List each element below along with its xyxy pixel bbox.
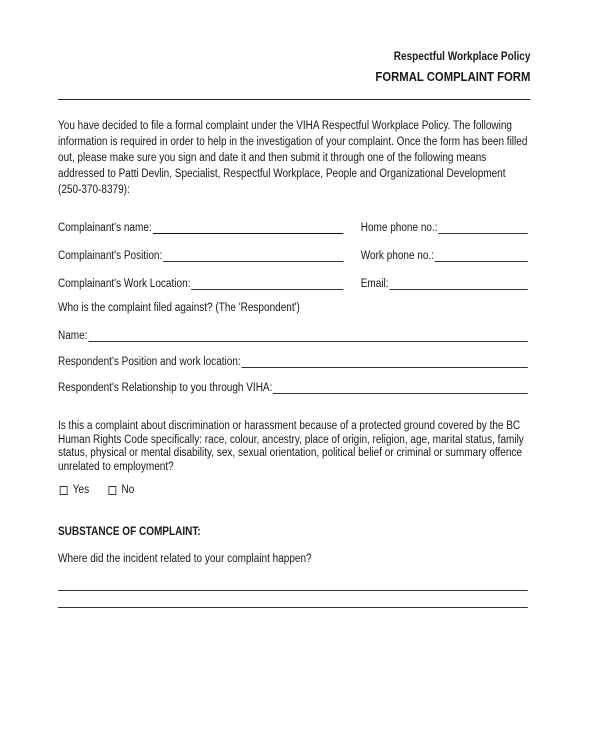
complainant-name-label: Complainant's name: — [58, 222, 152, 234]
intro-paragraph: You have decided to file a formal complaint under the VIHA Respectful Workplace Policy. The following information is required in order to help in the investigation of your complaint. Once the form has been filled out, please make sure you sign and date it and then submit it through one of the following means addressed to Patti Devlin, Specialist, Respectful Workplace, People and Organizational Development (250-370-8379): — [58, 120, 528, 196]
respondent-name-input[interactable] — [88, 330, 527, 342]
respondent-relationship-field[interactable] — [58, 380, 528, 394]
complainant-position-label: Complainant's Position: — [58, 250, 163, 262]
complainant-position-field[interactable] — [58, 248, 343, 262]
incident-answer-line-2[interactable] — [58, 607, 528, 608]
home-phone-input[interactable] — [438, 222, 527, 234]
respondent-position-field[interactable] — [58, 354, 528, 368]
complainant-name-field[interactable] — [58, 220, 343, 234]
no-label: No — [121, 484, 135, 496]
respondent-position-input[interactable] — [242, 356, 528, 368]
yes-label: Yes — [72, 484, 90, 496]
respondent-position-label: Respondent's Position and work location: — [58, 356, 241, 368]
respondent-relationship-input[interactable] — [273, 382, 528, 394]
email-input[interactable] — [389, 278, 527, 290]
work-location-field[interactable] — [58, 276, 343, 290]
complaint-form-page — [58, 0, 530, 730]
no-option[interactable] — [108, 484, 134, 496]
work-phone-input[interactable] — [435, 250, 528, 262]
home-phone-label: Home phone no.: — [360, 222, 438, 234]
email-field[interactable] — [361, 276, 528, 290]
work-location-input[interactable] — [191, 278, 343, 290]
email-label: Email: — [360, 278, 389, 290]
incident-answer-line-1[interactable] — [58, 590, 528, 591]
complainant-name-input[interactable] — [153, 222, 344, 234]
substance-heading: SUBSTANCE OF COMPLAINT: — [58, 526, 201, 538]
respondent-name-field[interactable] — [58, 328, 528, 342]
work-phone-label: Work phone no.: — [360, 250, 435, 262]
policy-name: Respectful Workplace Policy — [393, 51, 531, 63]
work-location-label: Complainant's Work Location: — [58, 278, 191, 290]
header-divider — [58, 99, 530, 100]
home-phone-field[interactable] — [361, 220, 528, 234]
human-rights-question: Is this a complaint about discrimination or harassment because of a protected ground covered by the BC Human Rights Code specifically: race, colour, ancestry, place of origin, religion, age, marital status, family status, physical or mental disability, sex, sexual orientation, political belief or criminal or summary offence unrelated to employment? — [58, 420, 524, 473]
respondent-name-label: Name: — [58, 330, 88, 342]
incident-location-question: Where did the incident related to your complaint happen? — [58, 553, 312, 565]
no-checkbox[interactable] — [108, 486, 116, 495]
respondent-relationship-label: Respondent's Relationship to you through VIHA: — [58, 382, 273, 394]
yes-option[interactable] — [60, 484, 89, 496]
form-title: FORMAL COMPLAINT FORM — [375, 69, 531, 84]
respondent-question: Who is the complaint filed against? (The 'Respondent') — [58, 302, 300, 314]
work-phone-field[interactable] — [361, 248, 528, 262]
complainant-position-input[interactable] — [163, 250, 343, 262]
yes-checkbox[interactable] — [60, 486, 68, 495]
